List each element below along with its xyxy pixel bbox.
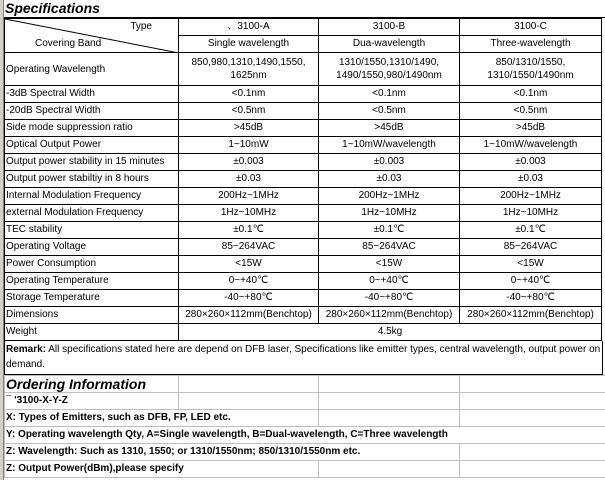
value-c: ±0.003 — [460, 154, 602, 171]
value-b: ±0.03 — [319, 171, 460, 188]
row-label: Optical Output Power — [5, 137, 179, 154]
model-a: 、3100-A — [179, 19, 319, 36]
ordering-line-text: Z: Output Power(dBm),please specify — [5, 461, 319, 478]
row-label: Internal Modulation Frequency — [5, 188, 179, 205]
band-b: Dua-wavelength — [319, 36, 460, 53]
table-row — [5, 256, 602, 273]
value-c: 280×260×112mm(Benchtop) — [460, 307, 602, 324]
ordering-line-text: Z: Wavelength: Such as 1310, 1550; or 1310/1550nm; 850/1310/1550nm etc. — [5, 444, 460, 461]
empty-cell — [319, 393, 460, 410]
band-c: Three-wavelength — [460, 36, 602, 53]
empty-cell — [460, 393, 605, 410]
value-a: ±0.003 — [179, 154, 319, 171]
value-c: <15W — [460, 256, 602, 273]
model-c: 3100-C — [460, 19, 602, 36]
value-c: <0.1nm — [460, 86, 602, 103]
table-row — [5, 307, 602, 324]
value-b: <15W — [319, 256, 460, 273]
value-a: 200Hz~1MHz — [179, 188, 319, 205]
ordering-table — [4, 375, 605, 478]
value-a: 0~+40℃ — [179, 273, 319, 290]
ordering-line — [5, 461, 605, 478]
value-a: <15W — [179, 256, 319, 273]
ordering-line — [5, 410, 605, 427]
value-b: 0~+40℃ — [319, 273, 460, 290]
value-a: 85~264VAC — [179, 239, 319, 256]
value-a: -40~+80℃ — [179, 290, 319, 307]
row-label: -3dB Spectral Width — [5, 86, 179, 103]
table-row — [5, 273, 602, 290]
model-code-row — [5, 393, 605, 410]
ordering-line — [5, 444, 605, 461]
empty-cell — [179, 393, 319, 410]
value-b: <0.1nm — [319, 86, 460, 103]
value-c: >45dB — [460, 120, 602, 137]
table-row — [5, 154, 602, 171]
row-label: Weight — [5, 324, 179, 341]
value-a: 280×260×112mm(Benchtop) — [179, 307, 319, 324]
row-label: Output power stabiltiy in 8 hours — [5, 171, 179, 188]
value-c: ±0.1℃ — [460, 222, 602, 239]
value-b: 1310/1550,1310/1490, 1490/1550,980/1490nm — [319, 53, 460, 86]
value-b: 280×260×112mm(Benchtop) — [319, 307, 460, 324]
row-label: -20dB Spectral Width — [5, 103, 179, 120]
empty-cell — [319, 461, 460, 478]
value-c: 1Hz~10MHz — [460, 205, 602, 222]
value-b: ±0.1℃ — [319, 222, 460, 239]
model-code: ¯ '3100-X-Y-Z — [5, 393, 179, 410]
value-a: <0.5nm — [179, 103, 319, 120]
value-a: ±0.03 — [179, 171, 319, 188]
remark-note — [4, 341, 603, 375]
value-c: ±0.03 — [460, 171, 602, 188]
row-label: Operating Wavelength — [5, 53, 179, 86]
value-a: 850,980,1310,1490,1550, 1625nm — [179, 53, 319, 86]
row-label: Power Consumption — [5, 256, 179, 273]
value-b: 200Hz~1MHz — [319, 188, 460, 205]
empty-cell — [319, 376, 460, 393]
table-row — [5, 171, 602, 188]
ordering-line-text: Y: Operating wavelength Qty, A=Single wavelength, B=Dual-wavelength, C=Three wavelength — [5, 427, 605, 444]
empty-cell — [460, 461, 605, 478]
spec-sheet — [4, 0, 605, 478]
table-row — [5, 53, 602, 86]
table-row — [5, 86, 602, 103]
value-c: 200Hz~1MHz — [460, 188, 602, 205]
value-c: <0.5nm — [460, 103, 602, 120]
band-a: Single wavelength — [179, 36, 319, 53]
model-b: 3100-B — [319, 19, 460, 36]
row-label: Output power stability in 15 minutes — [5, 154, 179, 171]
value-a: 1Hz~10MHz — [179, 205, 319, 222]
value-a: <0.1nm — [179, 86, 319, 103]
table-row — [5, 290, 602, 307]
empty-cell — [460, 410, 605, 427]
weight-value: 4.5kg — [179, 324, 602, 341]
value-a: 1~10mW — [179, 137, 319, 154]
value-b: 1Hz~10MHz — [319, 205, 460, 222]
row-label: Side mode suppression ratio — [5, 120, 179, 137]
ordering-line-text: X: Types of Emitters, such as DFB, FP, LED etc. — [5, 410, 319, 427]
value-b: ±0.003 — [319, 154, 460, 171]
value-a: ±0.1℃ — [179, 222, 319, 239]
table-row — [5, 120, 602, 137]
table-row — [5, 103, 602, 120]
value-b: >45dB — [319, 120, 460, 137]
specifications-table — [4, 18, 602, 341]
value-c: 85~264VAC — [460, 239, 602, 256]
header-type-row — [5, 19, 602, 36]
table-row — [5, 239, 602, 256]
value-c: 1~10mW/wavelength — [460, 137, 602, 154]
value-b: -40~+80℃ — [319, 290, 460, 307]
row-label: external Modulation Frequency — [5, 205, 179, 222]
value-a: >45dB — [179, 120, 319, 137]
ordering-title-row — [5, 376, 605, 393]
diagonal-header-cell — [5, 19, 179, 53]
empty-cell — [460, 444, 605, 461]
row-label: Operating Voltage — [5, 239, 179, 256]
table-row — [5, 222, 602, 239]
covering-band-label: Covering Band — [35, 38, 102, 49]
value-c: 850/1310/1550, 1310/1550/1490nm — [460, 53, 602, 86]
empty-cell — [179, 376, 319, 393]
type-label: Type — [130, 21, 152, 32]
remark-text: All specifications stated here are depend on DFB laser, Specifications like emitter types, central wavelength, output power on demand. — [6, 344, 601, 370]
row-label: TEC stability — [5, 222, 179, 239]
weight-row — [5, 324, 602, 341]
value-b: 1~10mW/wavelength — [319, 137, 460, 154]
row-label: Operating Temperature — [5, 273, 179, 290]
ordering-title: Ordering Information — [5, 376, 179, 393]
value-b: 85~264VAC — [319, 239, 460, 256]
remark-label: Remark: — [6, 344, 47, 355]
specifications-title: Specifications — [4, 0, 605, 18]
row-label: Storage Temperature — [5, 290, 179, 307]
table-row — [5, 137, 602, 154]
table-row — [5, 205, 602, 222]
empty-cell — [319, 410, 460, 427]
value-c: 0~+40℃ — [460, 273, 602, 290]
table-row — [5, 188, 602, 205]
ordering-line — [5, 427, 605, 444]
value-b: <0.5nm — [319, 103, 460, 120]
value-c: -40~+80℃ — [460, 290, 602, 307]
empty-cell — [460, 376, 605, 393]
row-label: Dimensions — [5, 307, 179, 324]
